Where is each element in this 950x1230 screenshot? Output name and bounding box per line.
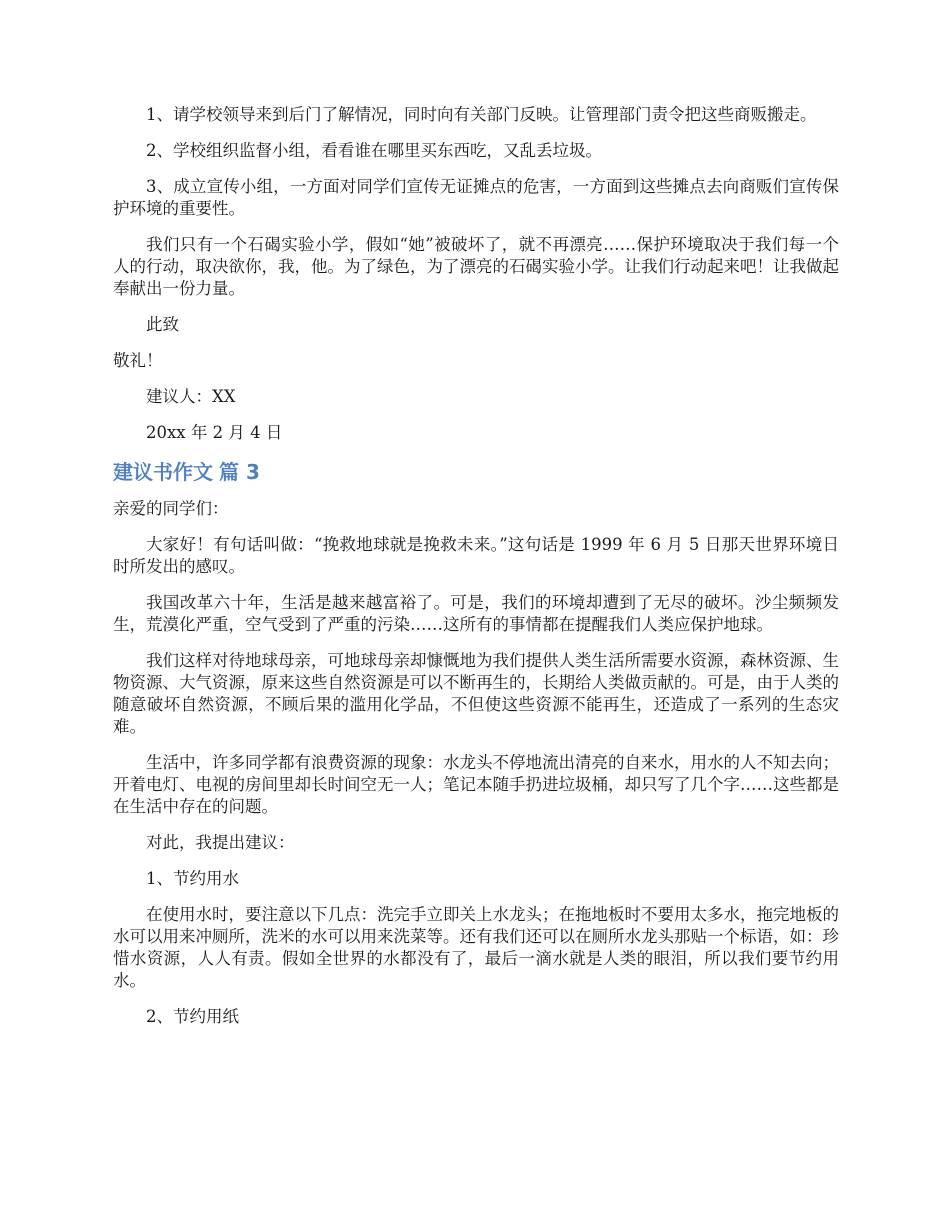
greeting-line: 亲爱的同学们： [113, 499, 229, 518]
body-paragraph: 在使用水时，要注意以下几点：洗完手立即关上水龙头；在拖地板时不要用太多水，拖完地板的水可以用来冲厕所，洗米的水可以用来洗菜等。还有我们还可以在厕所水龙头那贴一个标语，如：珍惜水资源，人人有责。假如全世界的水都没有了，最后一滴水就是人类的眼泪，所以我们要节约用水。 [113, 905, 839, 990]
closing-line: 此致 [146, 315, 179, 334]
document-page [113, 104, 839, 1042]
suggestion-item-2: 2、学校组织监督小组，看看谁在哪里买东西吃，又乱丢垃圾。 [146, 141, 602, 160]
body-paragraph: 大家好！有句话叫做：“挽救地球就是挽救未来。”这句话是 1999 年 6 月 5 日那天世界环境日时所发出的感叹。 [113, 535, 839, 576]
signer-line: 建议人：XX [146, 387, 236, 406]
subheading-save-water: 1、节约用水 [146, 869, 239, 888]
section-heading [113, 458, 839, 486]
section-heading-title: 建议书作文 [113, 460, 213, 484]
suggestion-item-3: 3、成立宣传小组，一方面对同学们宣传无证摊点的危害，一方面到这些摊点去向商贩们宣传保护环境的重要性。 [113, 177, 839, 218]
subheading-save-paper: 2、节约用纸 [146, 1007, 239, 1026]
appeal-paragraph: 我们只有一个石碣实验小学，假如“她”被破坏了，就不再漂亮……保护环境取决于我们每一个人的行动，取决欲你，我，他。为了绿色，为了漂亮的石碣实验小学。让我们行动起来吧！让我做起奉献出一份力量。 [113, 235, 839, 298]
suggestion-item-1: 1、请学校领导来到后门了解情况，同时向有关部门反映。让管理部门责令把这些商贩搬走。 [146, 105, 817, 124]
body-paragraph: 我们这样对待地球母亲，可地球母亲却慷慨地为我们提供人类生活所需要水资源，森林资源、生物资源、大气资源，原来这些自然资源是可以不断再生的，长期给人类做贡献的。可是，由于人类的随意破坏自然资源，不顾后果的滥用化学品，不但使这些资源不能再生，还造成了一系列的生态灾难。 [113, 651, 839, 736]
body-paragraph: 对此，我提出建议： [146, 833, 295, 852]
body-paragraph: 我国改革六十年，生活是越来越富裕了。可是，我们的环境却遭到了无尽的破坏。沙尘频频发生，荒漠化严重，空气受到了严重的污染……这所有的事情都在提醒我们人类应保护地球。 [113, 593, 839, 634]
date-line: 20xx 年 2 月 4 日 [146, 423, 283, 442]
body-paragraph: 生活中，许多同学都有浪费资源的现象：水龙头不停地流出清亮的自来水，用水的人不知去向；开着电灯、电视的房间里却长时间空无一人；笔记本随手扔进垃圾桶，却只写了几个字……这些都是在生活中存在的问题。 [113, 753, 839, 816]
salute-line: 敬礼！ [113, 351, 163, 370]
section-heading-number: 篇 3 [219, 460, 260, 484]
